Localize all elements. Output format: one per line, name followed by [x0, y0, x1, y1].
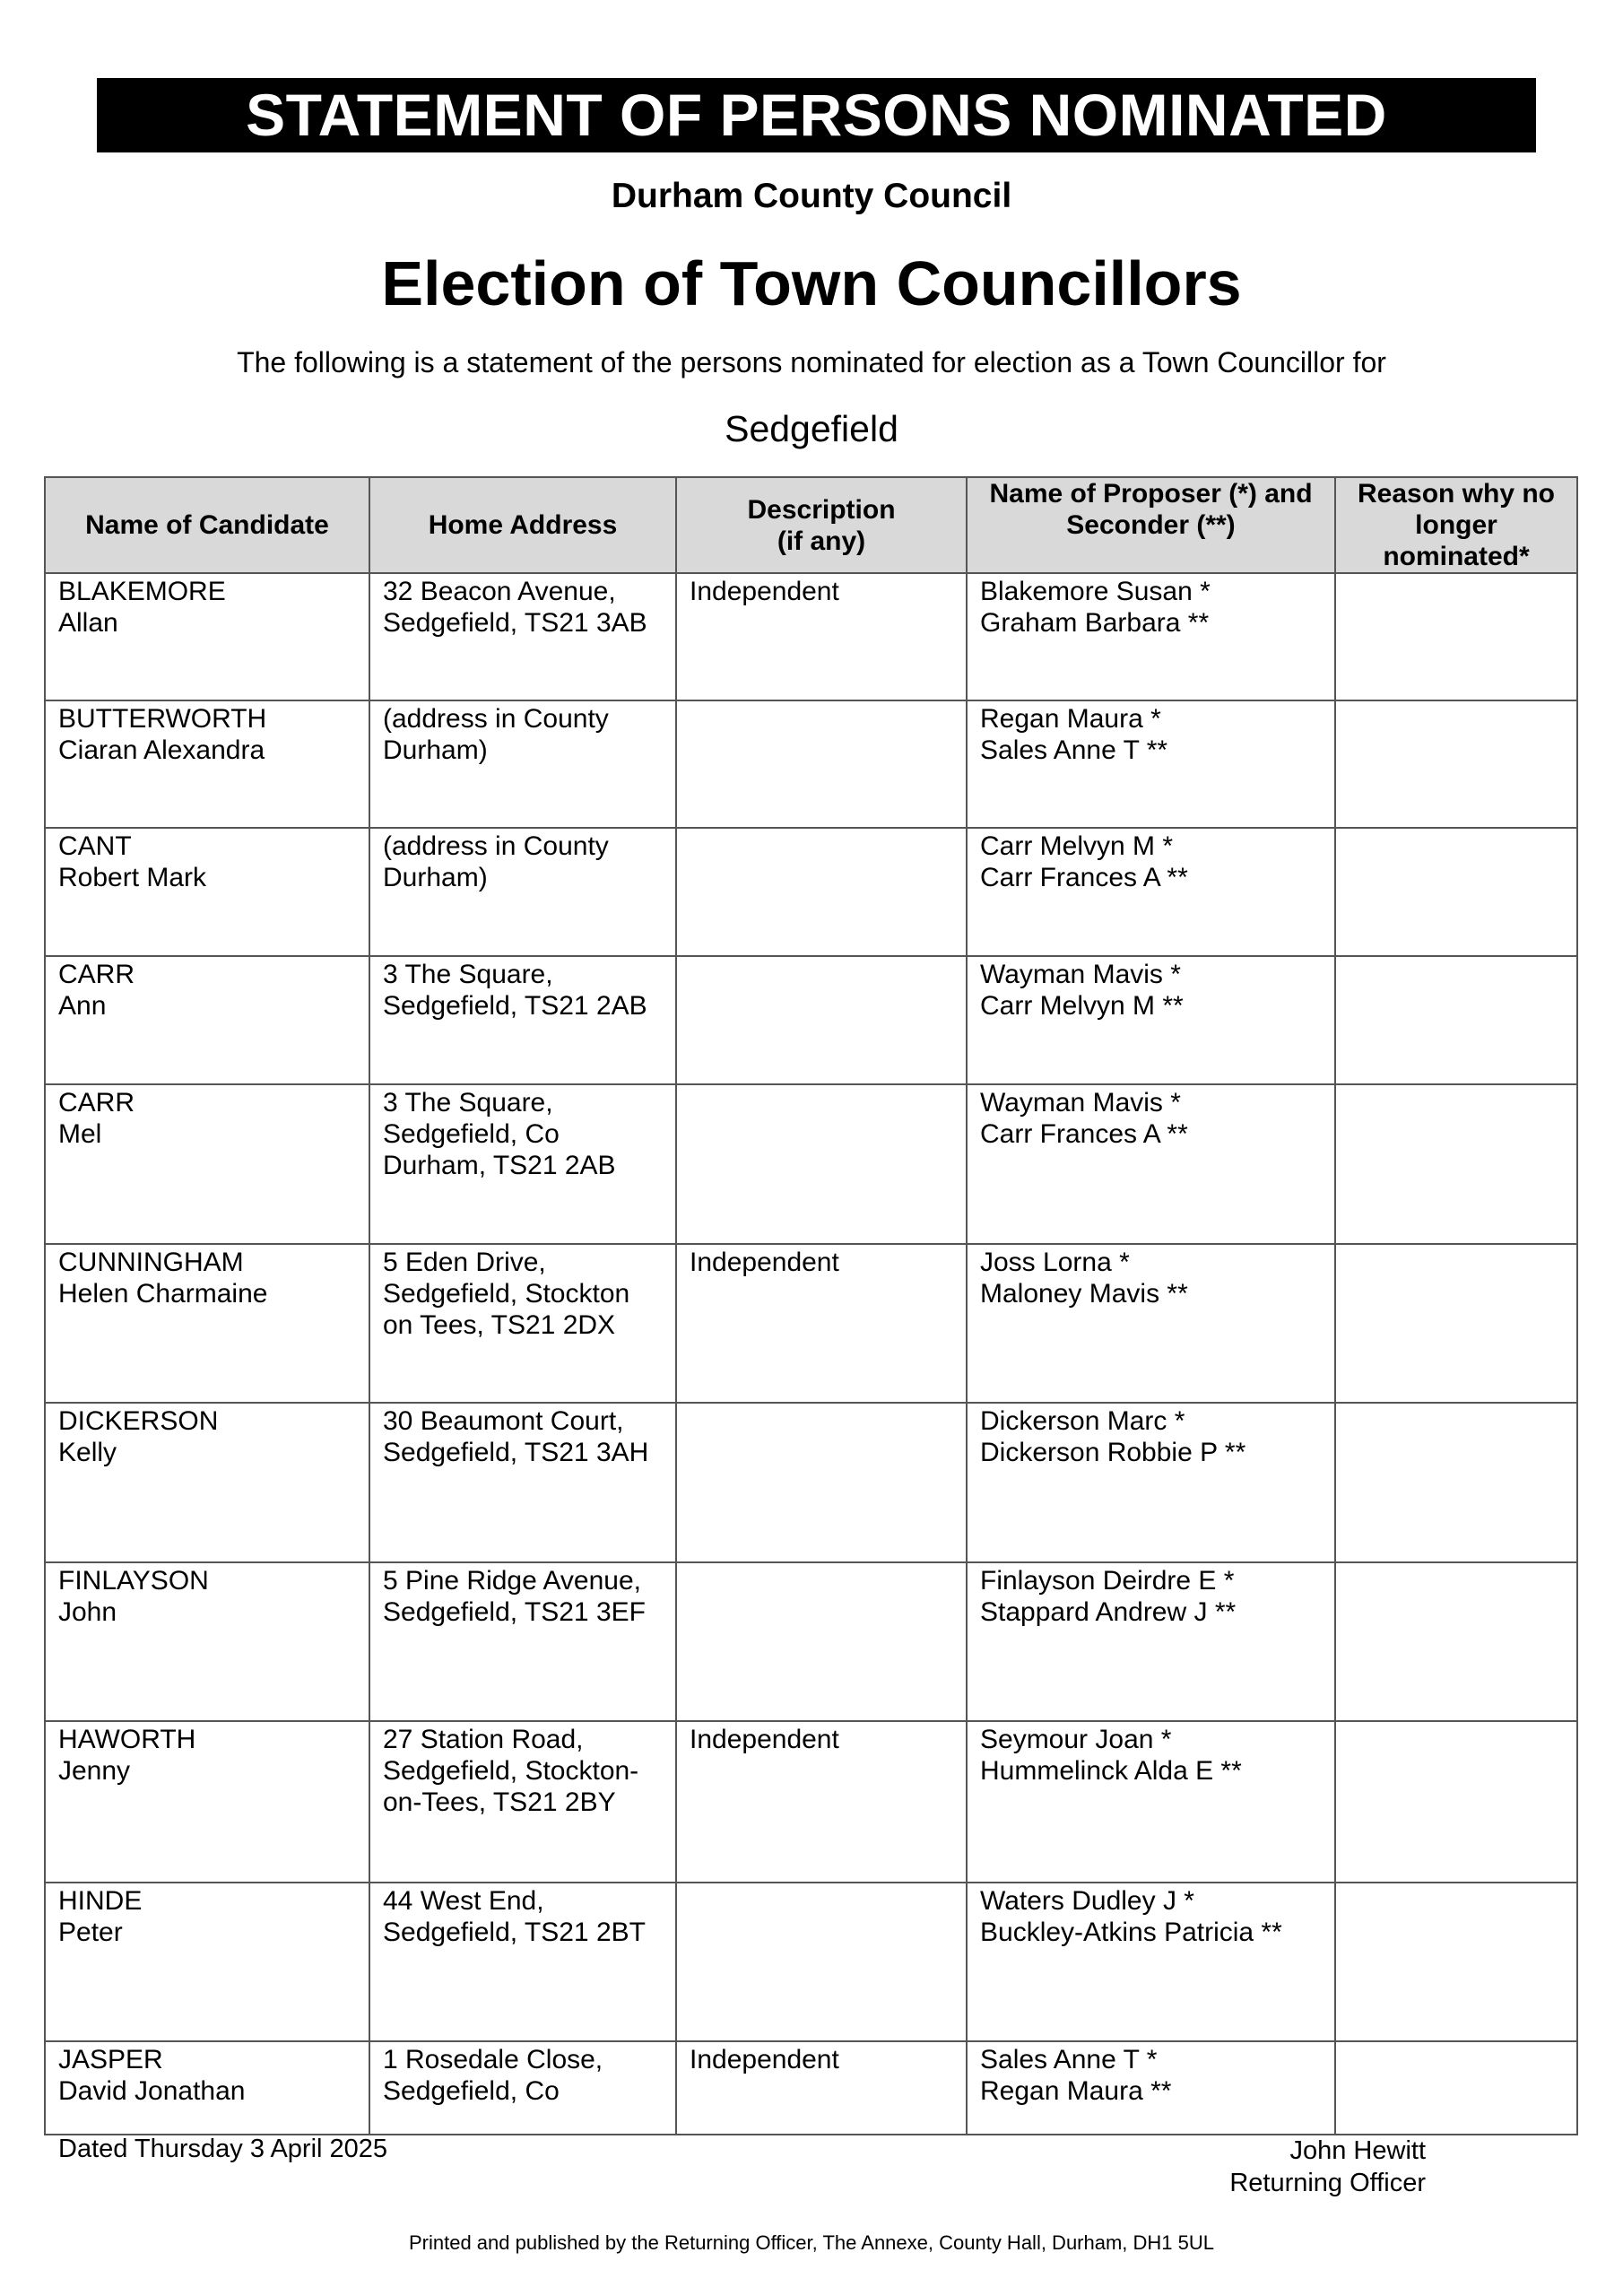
- seconder-name: Sales Anne T **: [980, 735, 1168, 765]
- description-text: Independent: [690, 2045, 839, 2074]
- header-name-of-candidate: [45, 477, 369, 573]
- description-cell: [676, 1883, 967, 2041]
- proposer-seconder-cell: [967, 1084, 1335, 1244]
- header-label: Description: [747, 494, 896, 525]
- candidate-forenames: Peter: [58, 1918, 123, 1947]
- proposer-name: Regan Maura *: [980, 704, 1161, 734]
- nominations-table: [44, 476, 1578, 2135]
- candidate-name-cell: [45, 700, 369, 828]
- proposer-seconder-cell: [967, 1721, 1335, 1883]
- imprint-text: Printed and published by the Returning Officer, The Annexe, County Hall, Durham, DH1 5UL: [408, 2231, 1215, 2254]
- candidate-name-cell: [45, 1562, 369, 1721]
- reason-cell: [1335, 700, 1577, 828]
- header-label: Name of Proposer (*) and: [989, 479, 1313, 509]
- description-cell: [676, 1403, 967, 1562]
- home-address-cell: [369, 700, 676, 828]
- header-home-address: [369, 477, 676, 573]
- table-header-row: [45, 477, 1577, 573]
- table-row: [45, 700, 1577, 828]
- proposer-name: Seymour Joan *: [980, 1725, 1172, 1754]
- address-line: 32 Beacon Avenue,: [383, 577, 616, 606]
- seconder-name: Carr Melvyn M **: [980, 991, 1184, 1021]
- proposer-seconder-cell: [967, 828, 1335, 956]
- returning-officer-block: [1229, 2135, 1426, 2199]
- description-cell: [676, 956, 967, 1084]
- proposer-name: Dickerson Marc *: [980, 1406, 1185, 1436]
- reason-cell: [1335, 1084, 1577, 1244]
- candidate-name-cell: [45, 956, 369, 1084]
- proposer-seconder-cell: [967, 2041, 1335, 2135]
- header-label: nominated*: [1383, 542, 1530, 571]
- address-line: 44 West End,: [383, 1886, 544, 1916]
- table-row: [45, 1721, 1577, 1883]
- proposer-seconder-cell: [967, 1403, 1335, 1562]
- reason-cell: [1335, 1883, 1577, 2041]
- address-line: 3 The Square,: [383, 1088, 553, 1118]
- proposer-name: Wayman Mavis *: [980, 1088, 1181, 1118]
- home-address-cell: [369, 1883, 676, 2041]
- candidate-name-cell: [45, 573, 369, 700]
- proposer-name: Waters Dudley J *: [980, 1886, 1194, 1916]
- header-label: longer: [1415, 510, 1497, 540]
- seconder-name: Carr Frances A **: [980, 863, 1188, 892]
- seconder-name: Stappard Andrew J **: [980, 1597, 1237, 1627]
- address-line: 5 Eden Drive,: [383, 1248, 546, 1277]
- proposer-name: Joss Lorna *: [980, 1248, 1130, 1277]
- reason-cell: [1335, 1562, 1577, 1721]
- candidate-name-cell: [45, 828, 369, 956]
- home-address-cell: [369, 573, 676, 700]
- description-cell: [676, 1562, 967, 1721]
- table-row: [45, 2041, 1577, 2135]
- description-text: Independent: [690, 577, 839, 606]
- header-description: [676, 477, 967, 573]
- table-row: [45, 1244, 1577, 1403]
- header-label: Name of Candidate: [85, 510, 329, 540]
- candidate-forenames: Ann: [58, 991, 107, 1021]
- proposer-seconder-cell: [967, 1244, 1335, 1403]
- proposer-name: Blakemore Susan *: [980, 577, 1211, 606]
- home-address-cell: [369, 1403, 676, 1562]
- home-address-cell: [369, 1721, 676, 1883]
- council-name: Durham County Council: [611, 177, 1012, 215]
- candidate-forenames: Ciaran Alexandra: [58, 735, 265, 765]
- intro-text: The following is a statement of the persons nominated for election as a Town Councillor for: [237, 346, 1386, 378]
- candidate-surname: CARR: [58, 960, 135, 989]
- table-row: [45, 1562, 1577, 1721]
- address-line: 3 The Square,: [383, 960, 553, 989]
- candidate-surname: CUNNINGHAM: [58, 1248, 244, 1277]
- candidate-surname: DICKERSON: [58, 1406, 219, 1436]
- home-address-cell: [369, 956, 676, 1084]
- address-line: Durham): [383, 863, 488, 892]
- candidate-forenames: Allan: [58, 608, 118, 638]
- officer-title: Returning Officer: [1229, 2169, 1426, 2197]
- description-cell: [676, 573, 967, 700]
- description-text: Independent: [690, 1725, 839, 1754]
- address-line: Durham, TS21 2AB: [383, 1151, 616, 1180]
- proposer-name: Finlayson Deirdre E *: [980, 1566, 1235, 1596]
- description-cell: [676, 1084, 967, 1244]
- table-row: [45, 1084, 1577, 1244]
- address-line: (address in County: [383, 704, 609, 734]
- description-cell: [676, 1721, 967, 1883]
- table-row: [45, 1883, 1577, 2041]
- header-label: (if any): [777, 526, 866, 556]
- address-line: Sedgefield, TS21 3EF: [383, 1597, 646, 1627]
- address-line: Sedgefield, Stockton: [383, 1279, 630, 1309]
- home-address-cell: [369, 1562, 676, 1721]
- table-row: [45, 956, 1577, 1084]
- reason-cell: [1335, 828, 1577, 956]
- candidate-surname: CANT: [58, 831, 132, 861]
- seconder-name: Dickerson Robbie P **: [980, 1438, 1246, 1467]
- address-line: on-Tees, TS21 2BY: [383, 1787, 616, 1817]
- home-address-cell: [369, 2041, 676, 2135]
- candidate-name-cell: [45, 1244, 369, 1403]
- address-line: on Tees, TS21 2DX: [383, 1310, 616, 1340]
- description-cell: [676, 2041, 967, 2135]
- candidate-forenames: Robert Mark: [58, 863, 207, 892]
- candidate-surname: CARR: [58, 1088, 135, 1118]
- address-line: Sedgefield, Co: [383, 2076, 560, 2106]
- address-line: (address in County: [383, 831, 609, 861]
- address-line: Sedgefield, Stockton-: [383, 1756, 639, 1786]
- address-line: Sedgefield, TS21 3AH: [383, 1438, 649, 1467]
- reason-cell: [1335, 956, 1577, 1084]
- proposer-seconder-cell: [967, 1562, 1335, 1721]
- address-line: Sedgefield, TS21 3AB: [383, 608, 647, 638]
- candidate-surname: JASPER: [58, 2045, 163, 2074]
- seconder-name: Carr Frances A **: [980, 1119, 1188, 1149]
- header-proposer-seconder: [967, 477, 1335, 573]
- seconder-name: Buckley-Atkins Patricia **: [980, 1918, 1282, 1947]
- seconder-name: Regan Maura **: [980, 2076, 1172, 2106]
- header-label: Seconder (**): [1066, 510, 1236, 540]
- candidate-surname: BLAKEMORE: [58, 577, 226, 606]
- candidate-surname: BUTTERWORTH: [58, 704, 267, 734]
- description-cell: [676, 828, 967, 956]
- description-text: Independent: [690, 1248, 839, 1277]
- address-line: Sedgefield, TS21 2BT: [383, 1918, 646, 1947]
- reason-cell: [1335, 1403, 1577, 1562]
- officer-name: John Hewitt: [1289, 2136, 1426, 2165]
- address-line: Sedgefield, Co: [383, 1119, 560, 1149]
- address-line: 1 Rosedale Close,: [383, 2045, 603, 2074]
- proposer-seconder-cell: [967, 956, 1335, 1084]
- candidate-forenames: Jenny: [58, 1756, 131, 1786]
- seconder-name: Maloney Mavis **: [980, 1279, 1188, 1309]
- header-label: Home Address: [428, 510, 618, 540]
- proposer-name: Carr Melvyn M *: [980, 831, 1174, 861]
- candidate-name-cell: [45, 1403, 369, 1562]
- candidate-name-cell: [45, 2041, 369, 2135]
- home-address-cell: [369, 1084, 676, 1244]
- document-banner-title: STATEMENT OF PERSONS NOMINATED: [97, 78, 1536, 152]
- address-line: Sedgefield, TS21 2AB: [383, 991, 647, 1021]
- candidate-surname: HINDE: [58, 1886, 143, 1916]
- candidate-forenames: David Jonathan: [58, 2076, 246, 2106]
- reason-cell: [1335, 1244, 1577, 1403]
- candidate-surname: FINLAYSON: [58, 1566, 209, 1596]
- election-title: Election of Town Councillors: [381, 248, 1242, 318]
- home-address-cell: [369, 1244, 676, 1403]
- candidate-forenames: Mel: [58, 1119, 102, 1149]
- reason-cell: [1335, 573, 1577, 700]
- proposer-seconder-cell: [967, 700, 1335, 828]
- table-row: [45, 828, 1577, 956]
- home-address-cell: [369, 828, 676, 956]
- candidate-forenames: John: [58, 1597, 117, 1627]
- reason-cell: [1335, 1721, 1577, 1883]
- description-cell: [676, 1244, 967, 1403]
- address-line: 5 Pine Ridge Avenue,: [383, 1566, 642, 1596]
- candidate-name-cell: [45, 1883, 369, 2041]
- description-cell: [676, 700, 967, 828]
- reason-cell: [1335, 2041, 1577, 2135]
- seconder-name: Hummelinck Alda E **: [980, 1756, 1242, 1786]
- electoral-area: Sedgefield: [725, 408, 898, 449]
- proposer-name: Wayman Mavis *: [980, 960, 1181, 989]
- candidate-name-cell: [45, 1084, 369, 1244]
- proposer-name: Sales Anne T *: [980, 2045, 1158, 2074]
- header-label: Reason why no: [1357, 479, 1556, 509]
- header-reason-no-longer-nominated: [1335, 477, 1577, 573]
- candidate-forenames: Kelly: [58, 1438, 117, 1467]
- dated-text: Dated Thursday 3 April 2025: [58, 2135, 388, 2163]
- address-line: Durham): [383, 735, 488, 765]
- table-row: [45, 1403, 1577, 1562]
- address-line: 27 Station Road,: [383, 1725, 584, 1754]
- proposer-seconder-cell: [967, 1883, 1335, 2041]
- candidate-name-cell: [45, 1721, 369, 1883]
- candidate-forenames: Helen Charmaine: [58, 1279, 268, 1309]
- address-line: 30 Beaumont Court,: [383, 1406, 624, 1436]
- proposer-seconder-cell: [967, 573, 1335, 700]
- table-row: [45, 573, 1577, 700]
- seconder-name: Graham Barbara **: [980, 608, 1210, 638]
- candidate-surname: HAWORTH: [58, 1725, 196, 1754]
